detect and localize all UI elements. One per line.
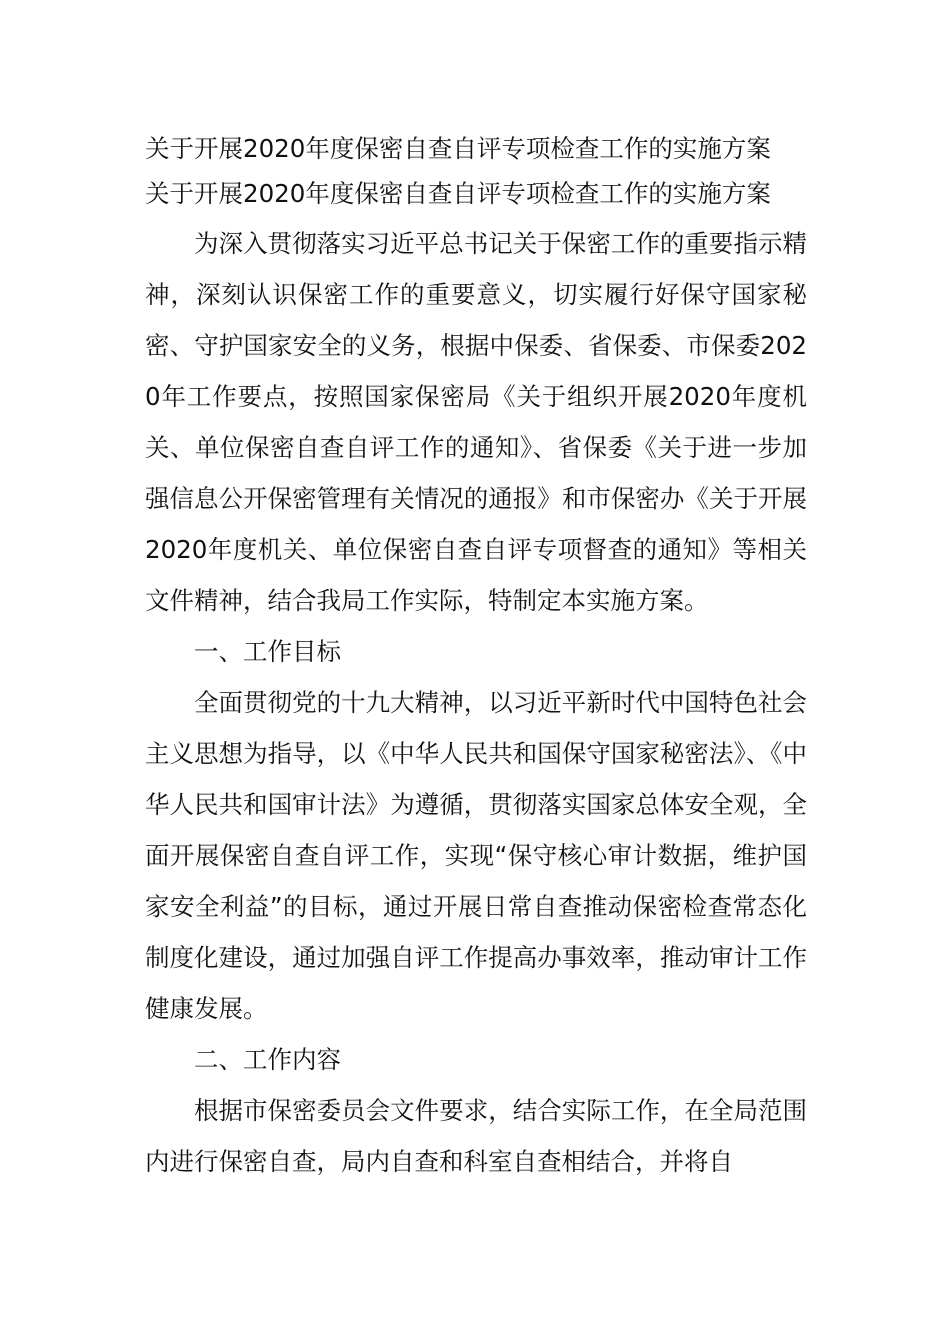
section-1-paragraph: 全面贯彻党的十九大精神，以习近平新时代中国特色社会主义思想为指导，以《中华人民共和国保守国家秘密法》、《中华人民共和国审计法》为遵循，贯彻落实国家总体安全观，全面开展保密自查自评工作，实现“保守核心审计数据，维护国家安全利益”的目标，通过开展日常自查推动保密检查常态化制度化建设，通过加强自评工作提高办事效率，推动审计工作健康发展。 bbox=[145, 688, 807, 1023]
section-2-paragraph: 根据市保密委员会文件要求，结合实际工作，在全局范围内进行保密自查，局内自查和科室自查相结合，并将自 bbox=[145, 1096, 807, 1176]
document-title-line-2: 关于开展2020年度保密自查自评专项检查工作的实施方案 bbox=[145, 179, 771, 208]
intro-paragraph: 为深入贯彻落实习近平总书记关于保密工作的重要指示精神，深刻认识保密工作的重要意义，切实履行好保守国家秘密、守护国家安全的义务，根据中保委、省保委、市保委2020年工作要点，按照国家保密局《关于组织开展2020年度机关、单位保密自查自评工作的通知》、省保委《关于进一步加强信息公开保密管理有关情况的通报》和市保密办《关于开展2020年度机关、单位保密自查自评专项督查的通知》等相关文件精神，结合我局工作实际，特制定本实施方案。 bbox=[145, 229, 807, 615]
section-2-heading: 二、工作内容 bbox=[194, 1045, 341, 1074]
document-body bbox=[145, 126, 807, 1187]
section-1-heading: 一、工作目标 bbox=[194, 637, 341, 666]
document-title-line-1: 关于开展2020年度保密自查自评专项检查工作的实施方案 bbox=[145, 134, 771, 163]
